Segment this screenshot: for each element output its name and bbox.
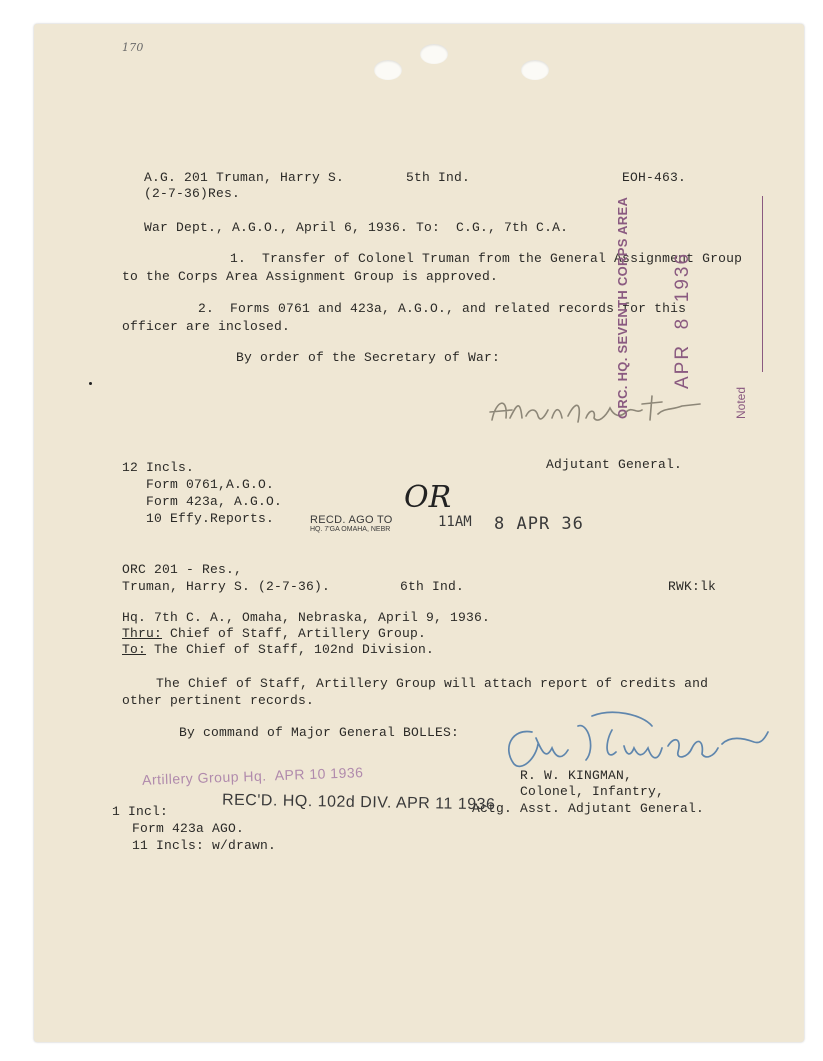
- received-stamp-initial: OR: [404, 480, 452, 515]
- division-received-stamp: REC'D. HQ. 102d DIV. APR 11 1936: [221, 791, 496, 814]
- paragraph-1-line-2: to the Corps Area Assignment Group is approved.: [122, 269, 499, 284]
- corps-stamp-date: APR 8 1936: [672, 251, 693, 389]
- corps-area-stamp: [579, 196, 748, 419]
- corps-stamp-line: [762, 196, 763, 372]
- paragraph-2-line-1: 2. Forms 0761 and 423a, A.G.O., and related records for this: [198, 301, 687, 316]
- inclosures-2-item: Form 423a AGO.: [132, 821, 245, 836]
- to-label: To:: [122, 642, 147, 657]
- received-stamp-date: 8 APR 36: [494, 514, 584, 534]
- inclosure-item: Form 0761,A.G.O.: [146, 477, 275, 492]
- inclosure-item: 10 Effy.Reports.: [146, 511, 275, 526]
- signature-2-text: R. W. Kingman: [492, 708, 500, 709]
- file-code: EOH-463.: [622, 170, 687, 185]
- order-line: By order of the Secretary of War:: [236, 350, 501, 365]
- paragraph-1-line-1: 1. Transfer of Colonel Truman from the General Assignment Group: [230, 251, 743, 266]
- signer-title: Adjutant General.: [546, 457, 683, 472]
- received-stamp-line-2: HQ. 7'GA OMAHA, NEBR: [310, 526, 391, 533]
- endorsement-6-subject: ORC 201 - Res.,: [122, 562, 243, 577]
- command-line: By command of Major General BOLLES:: [179, 725, 460, 740]
- punch-hole: [374, 60, 402, 80]
- to-text: The Chief of Staff, 102nd Division.: [146, 642, 435, 657]
- ink-speck: [89, 382, 92, 385]
- endorsement-6-body-line-2: other pertinent records.: [122, 693, 315, 708]
- endorsement-number: 5th Ind.: [406, 170, 471, 185]
- date-reference: (2-7-36)Res.: [144, 186, 241, 201]
- punch-hole: [521, 60, 549, 80]
- document-page: [34, 24, 804, 1042]
- page-number: 170: [122, 41, 144, 54]
- received-stamp-time: 11AM: [438, 514, 472, 530]
- thru-line: [122, 626, 426, 641]
- paragraph-2-line-2: officer are inclosed.: [122, 319, 291, 334]
- thru-text: Chief of Staff, Artillery Group.: [162, 626, 427, 641]
- routing-line: War Dept., A.G.O., April 6, 1936. To: C.G., 7th C.A.: [144, 220, 569, 235]
- endorsement-6-address: Hq. 7th C. A., Omaha, Nebraska, April 9, 1936.: [122, 610, 491, 625]
- punch-hole: [420, 44, 448, 64]
- received-stamp-line-1: RECD. AGO TO: [310, 514, 393, 526]
- signer-2-title: Actg. Asst. Adjutant General.: [472, 801, 705, 816]
- inclosures-2-count: 1 Incl:: [112, 804, 169, 819]
- subject-line: A.G. 201 Truman, Harry S.: [144, 170, 345, 185]
- signature-text: Alfred J. Booth: [486, 388, 496, 389]
- inclosures-2-withdrawn: 11 Incls: w/drawn.: [132, 838, 277, 853]
- signer-2-rank: Colonel, Infantry,: [520, 784, 665, 799]
- inclosures-count: 12 Incls.: [122, 460, 195, 475]
- endorsement-6-code: RWK:lk: [668, 579, 717, 594]
- endorsement-6-name: Truman, Harry S. (2-7-36).: [122, 579, 331, 594]
- corps-stamp-noted: Noted: [734, 386, 748, 419]
- thru-label: Thru:: [122, 626, 163, 641]
- inclosure-item: Form 423a, A.G.O.: [146, 494, 283, 509]
- to-line: [122, 642, 434, 657]
- endorsement-6-number: 6th Ind.: [400, 579, 465, 594]
- signer-2-name: R. W. KINGMAN,: [520, 768, 633, 783]
- corps-stamp-line-1: ORC. HQ. SEVENTH CORPS AREA: [615, 196, 630, 419]
- endorsement-6-body-line-1: The Chief of Staff, Artillery Group will attach report of credits and: [156, 676, 709, 691]
- artillery-group-stamp: Artillery Group Hq. APR 10 1936: [141, 764, 364, 788]
